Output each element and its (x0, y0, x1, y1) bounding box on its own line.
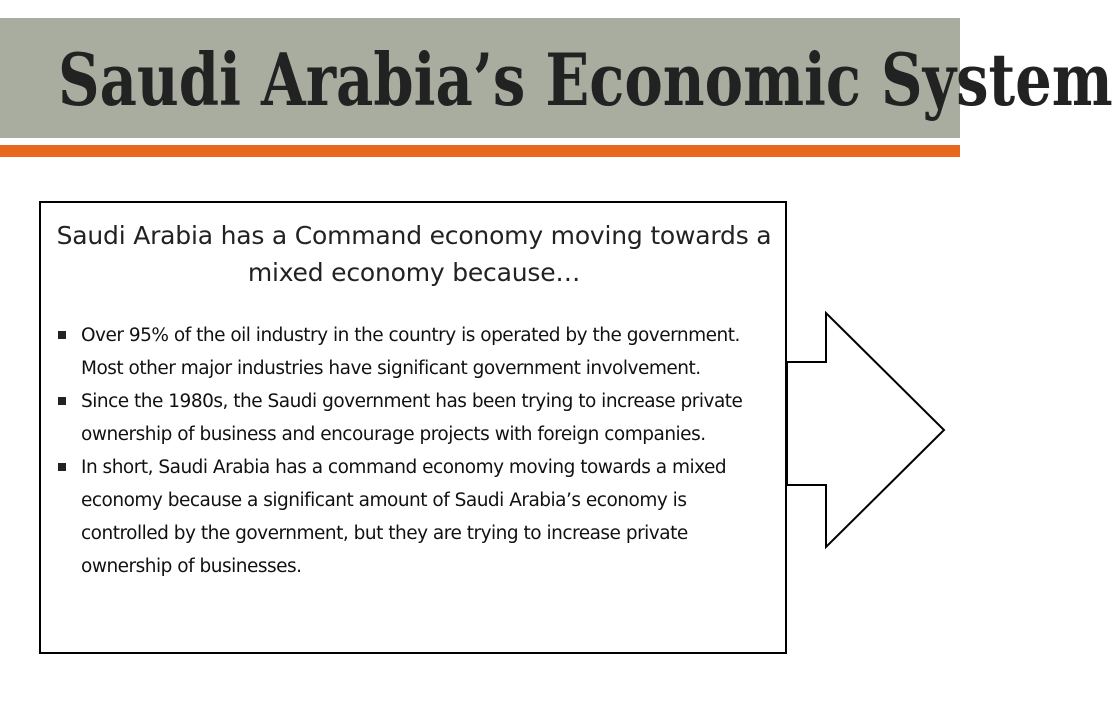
bullet-text: In short, Saudi Arabia has a command economy moving towards a mixed economy because a significant amount of Saudi Arabia’s economy is controlled by the government, but they are trying to increase private ownership of businesses. (81, 457, 727, 577)
square-bullet-icon (58, 397, 66, 405)
bullet-text: Over 95% of the oil industry in the country is operated by the government. Most other major industries have significant government involvement. (81, 325, 740, 379)
square-bullet-icon (58, 463, 66, 471)
headline: Saudi Arabia has a Command economy moving towards a mixed economy because… (56, 221, 772, 287)
list-item (55, 319, 775, 385)
bullet-text: Since the 1980s, the Saudi government has been trying to increase private ownership of business and encourage projects with foreign companies. (81, 391, 743, 445)
square-bullet-icon (58, 331, 66, 339)
list-item (55, 451, 775, 583)
content-box (39, 201, 787, 654)
list-item (55, 385, 775, 451)
slide-title: Saudi Arabia’s Economic System (58, 37, 1113, 122)
bullet-list (55, 319, 775, 583)
